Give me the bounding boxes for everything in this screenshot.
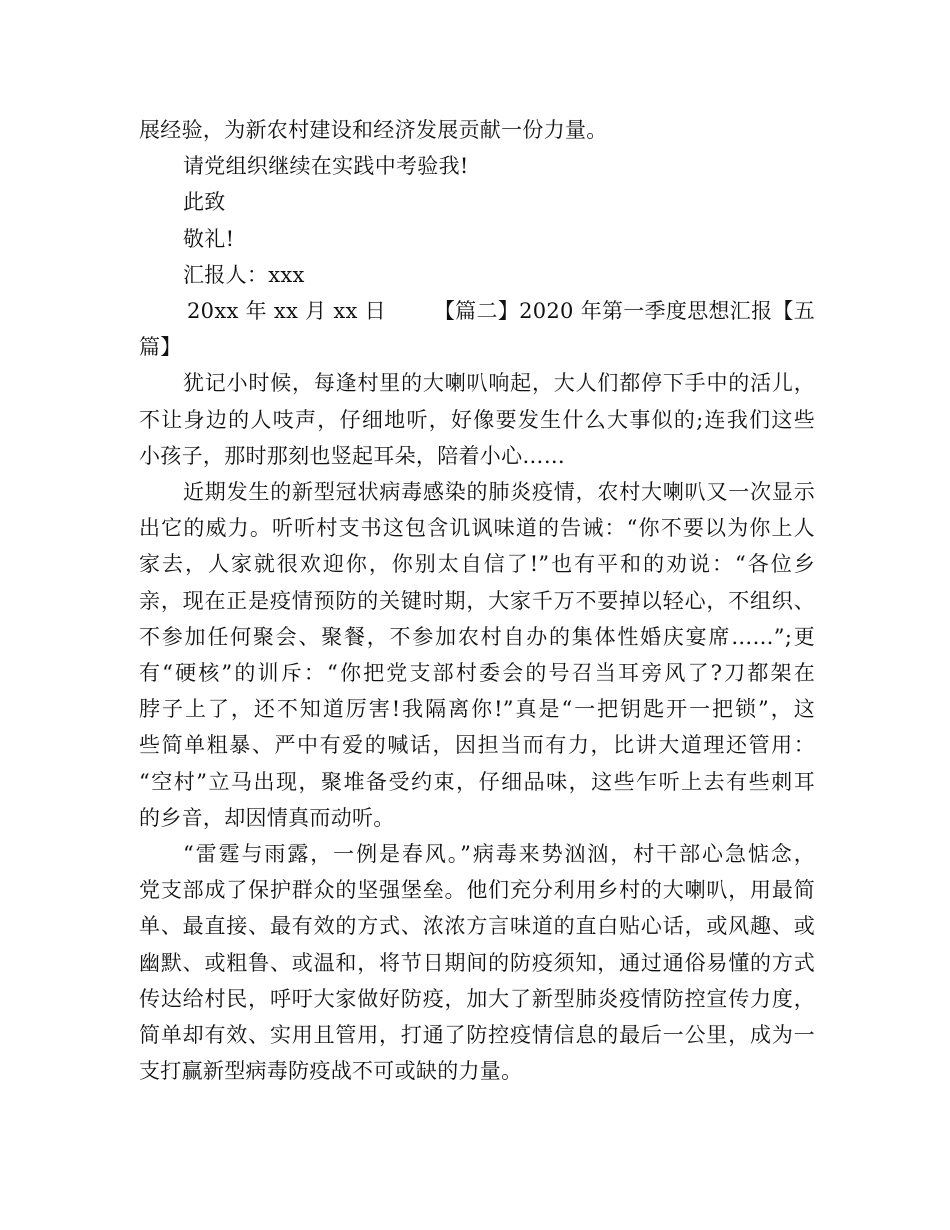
report-date: 20xx 年 xx 月 xx 日	[187, 299, 386, 324]
paragraph-line: 脖子上了，还不知道厉害!我隔离你!”真是“一把钥匙开一把锁”，这	[139, 697, 815, 722]
paragraph-line: “雷霆与雨露，一例是春风。”病毒来势汹汹，村干部心急惦念，	[183, 842, 815, 867]
paragraph-line: 犹记小时候，每逢村里的大喇叭响起，大人们都停下手中的活儿，	[183, 371, 815, 396]
paragraph-line: 传达给村民，呼吁大家做好防疫，加大了新型肺炎疫情防控宣传力度，	[139, 986, 815, 1011]
paragraph-line: 些简单粗暴、严中有爱的喊话，因担当而有力，比讲大道理还管用：	[139, 733, 815, 758]
paragraph-line: 家去，人家就很欢迎你，你别太自信了!”也有平和的劝说：“各位乡	[139, 552, 815, 577]
paragraph-line: 小孩子，那时那刻也竖起耳朵，陪着小心……	[139, 443, 565, 468]
paragraph-line: 出它的威力。听听村支书这包含讥讽味道的告诫：“你不要以为你上人	[139, 516, 815, 541]
salutation-line: 敬礼!	[183, 226, 235, 251]
paragraph-line: 亲，现在正是疫情预防的关键时期，大家千万不要掉以轻心，不组织、	[139, 588, 815, 613]
request-line: 请党组织继续在实践中考验我!	[183, 154, 469, 179]
paragraph-line: 的乡音，却因情真而动听。	[139, 805, 395, 830]
section-heading: 【篇二】2020 年第一季度思想汇报【五	[433, 299, 815, 324]
paragraph-line: 简单却有效、实用且管用，打通了防控疫情信息的最后一公里，成为一	[139, 1023, 815, 1048]
document-page	[139, 112, 815, 1089]
text-line: 展经验，为新农村建设和经济发展贡献一份力量。	[139, 118, 608, 142]
paragraph-line: 不让身边的人吱声，仔细地听，好像要发生什么大事似的;连我们这些	[139, 407, 815, 432]
section-heading-continued: 篇】	[139, 335, 182, 360]
paragraph-line: 幽默、或粗鲁、或温和，将节日期间的防疫须知，通过通俗易懂的方式	[139, 950, 815, 975]
paragraph-line: 支打赢新型病毒防疫战不可或缺的力量。	[139, 1059, 523, 1084]
paragraph-line: 近期发生的新型冠状病毒感染的肺炎疫情，农村大喇叭又一次显示	[183, 480, 815, 505]
paragraph-line: 不参加任何聚会、聚餐，不参加农村自办的集体性婚庆宴席……”;更	[139, 624, 815, 649]
date-heading-line	[139, 293, 815, 329]
salutation-line: 此致	[183, 190, 226, 215]
paragraph-line: “空村”立马出现，聚堆备受约束，仔细品味，这些乍听上去有些刺耳	[139, 769, 815, 794]
reporter-line: 汇报人：xxx	[183, 262, 305, 287]
paragraph-line: 单、最直接、最有效的方式、浓浓方言味道的直白贴心话，或风趣、或	[139, 914, 815, 939]
paragraph-line: 党支部成了保护群众的坚强堡垒。他们充分利用乡村的大喇叭，用最简	[139, 878, 815, 903]
paragraph-line: 有“硬核”的训斥：“你把党支部村委会的号召当耳旁风了?刀都架在	[139, 661, 815, 686]
